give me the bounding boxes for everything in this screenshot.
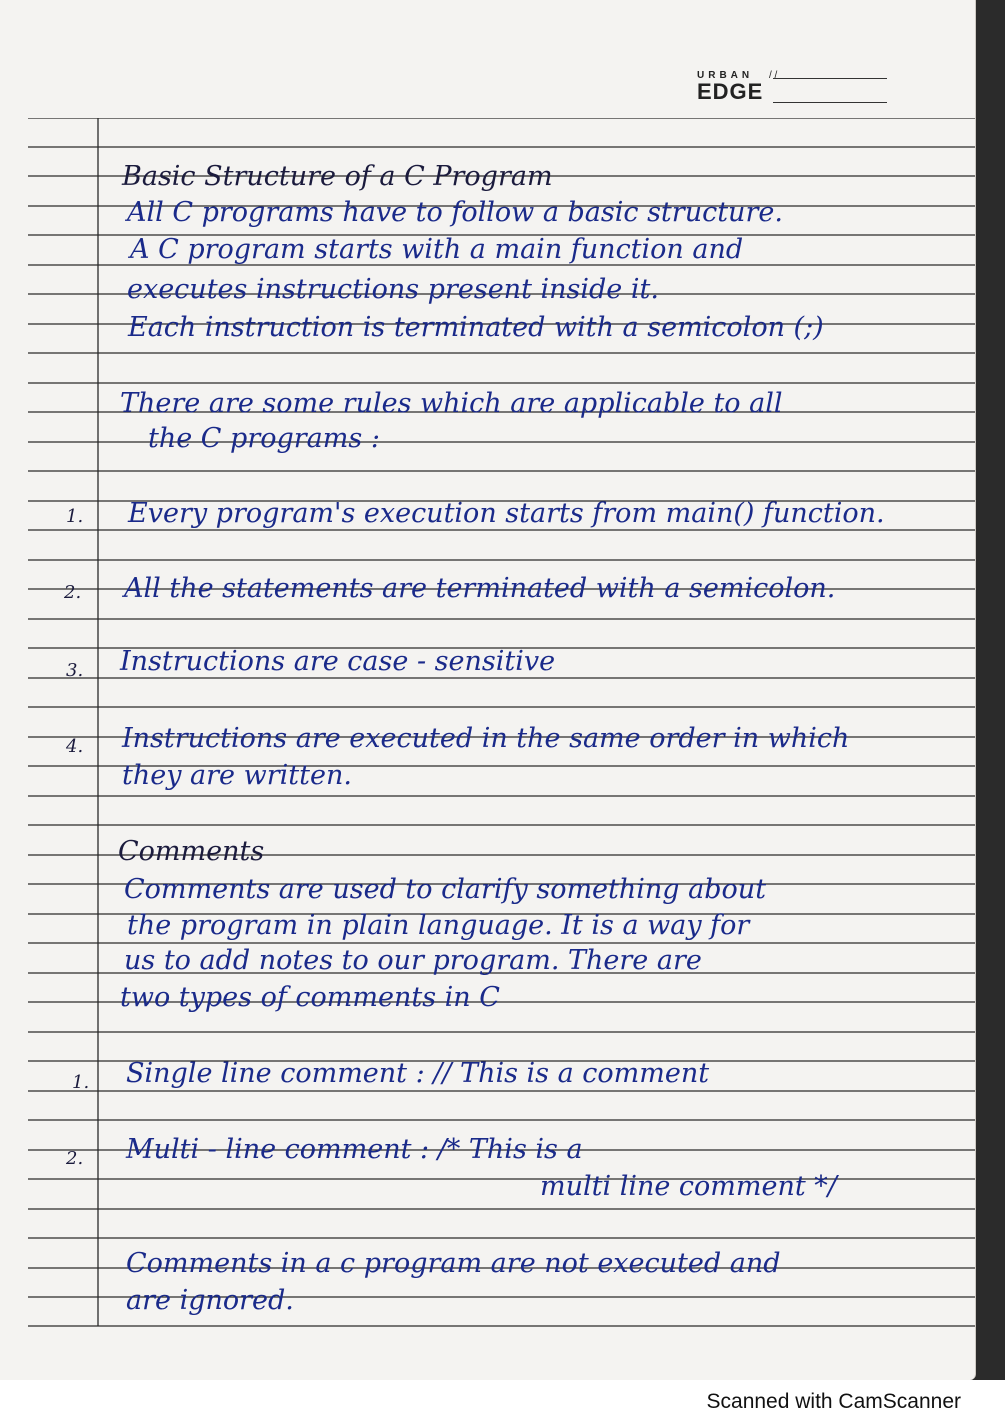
note-line: us to add notes to our program. There are	[124, 945, 702, 976]
list-number: 3.	[66, 660, 84, 681]
list-number: 4.	[66, 736, 84, 757]
list-number: 2.	[66, 1148, 84, 1169]
note-line: All C programs have to follow a basic structure.	[127, 197, 783, 228]
note-line: There are some rules which are applicable to all	[120, 388, 783, 419]
rule-item: All the statements are terminated with a semicolon.	[124, 573, 836, 604]
note-title: Basic Structure of a C Program	[122, 161, 553, 192]
rule-item: Instructions are case - sensitive	[120, 646, 556, 677]
comment-type: Multi - line comment : /* This is a	[126, 1134, 583, 1165]
brand-date: / /	[769, 70, 778, 81]
scanner-watermark: Scanned with CamScanner	[706, 1390, 961, 1413]
note-line: two types of comments in C	[120, 982, 500, 1013]
note-line: the C programs :	[148, 423, 380, 454]
comments-heading: Comments	[118, 836, 265, 867]
comment-type-continued: multi line comment */	[540, 1171, 837, 1202]
note-line: executes instructions present inside it.	[127, 274, 659, 305]
note-line: A C program starts with a main function and	[130, 234, 744, 265]
scanner-footer	[0, 1380, 1005, 1422]
note-line: Each instruction is terminated with a semicolon (;)	[128, 312, 824, 343]
brand-small-text: URBAN	[697, 70, 754, 81]
comment-type: Single line comment : // This is a comment	[126, 1058, 710, 1089]
note-line: are ignored.	[126, 1285, 294, 1316]
rule-item: Instructions are executed in the same order in which	[122, 723, 850, 754]
rule-item-continued: they are written.	[122, 760, 352, 791]
list-number: 2.	[64, 582, 82, 603]
list-number: 1.	[66, 506, 84, 527]
list-number: 1.	[72, 1072, 90, 1093]
note-line: Comments are used to clarify something about	[124, 874, 767, 905]
rule-item: Every program's execution starts from main() function.	[128, 498, 885, 529]
brand-name: EDGE	[697, 79, 764, 104]
note-line: the program in plain language. It is a way for	[127, 910, 750, 941]
note-line: Comments in a c program are not executed and	[126, 1248, 781, 1279]
